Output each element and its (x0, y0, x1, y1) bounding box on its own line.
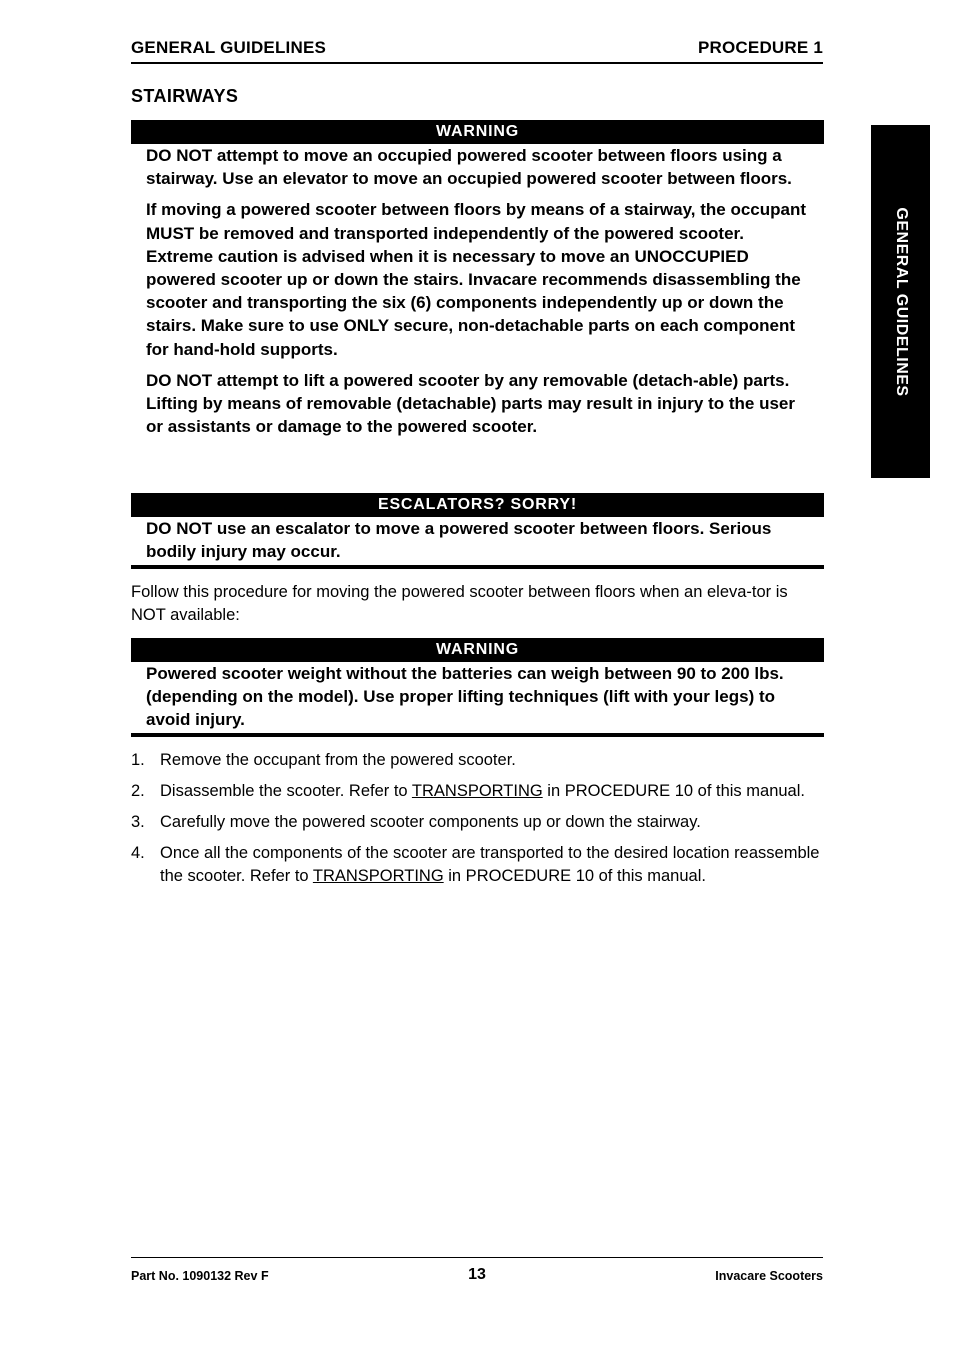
warning-paragraph: DO NOT attempt to lift a powered scooter by any removable (detach-able) parts. Lifting by means of removable (detachable) parts may result in injury to the user or assistants or damage to the powered scooter. (146, 370, 795, 437)
header-procedure-label: PROCEDURE 1 (697, 38, 823, 57)
section-title: STAIRWAYS (131, 86, 239, 106)
escalator-warning-text: DO NOT use an escalator to move a powered scooter between floors. Serious bodily injury may occur. (146, 519, 772, 562)
warning-box-weight (131, 638, 824, 732)
part-number: Part No. 1090132 Rev F (131, 1269, 269, 1283)
step-number: 3. (131, 813, 145, 831)
step-item (131, 842, 821, 888)
page-number: 13 (468, 1266, 486, 1283)
step-number: 1. (131, 751, 145, 769)
step-item (131, 749, 821, 772)
brand-name: Invacare Scooters (715, 1269, 823, 1283)
warning-box-stairways (131, 120, 824, 438)
side-tab-label: GENERAL GUIDELINES (892, 206, 910, 397)
step-item (131, 811, 821, 834)
step-text: Disassemble the scooter. Refer to (160, 782, 412, 800)
transporting-link[interactable]: TRANSPORTING (312, 867, 444, 885)
step-number: 2. (131, 782, 145, 800)
step-number: 4. (131, 844, 145, 862)
warning-weight-text: Powered scooter weight without the batteries can weigh between 90 to 200 lbs. (depending on the model). Use proper lifting techniques (lift with your legs) to avoid injury. (146, 664, 784, 730)
divider-rule (131, 565, 824, 569)
step-text: in PROCEDURE 10 of this manual. (443, 867, 706, 885)
divider-rule (131, 733, 824, 737)
step-text: Once all the components of the scooter are transported to the desired location reassemble the scooter. Refer to (160, 844, 820, 885)
side-tab (871, 125, 930, 478)
warning-title: WARNING (131, 638, 824, 662)
escalator-warning-title: ESCALATORS? SORRY! (131, 493, 824, 517)
transporting-link[interactable]: TRANSPORTING (411, 782, 543, 800)
warning-paragraph: If moving a powered scooter between floors by means of a stairway, the occupant MUST be removed and transported independently of the powered scooter. Extreme caution is advised when it is necessary to move an UNOCCUPIED powered scooter up or down the stairs. Invacare recommends disassembling the scooter and transporting the six (6) components independently up or down the stairs. Make sure to use ONLY secure, non-detachable parts on each component for hand-hold supports. (146, 200, 807, 359)
warning-title: WARNING (131, 120, 824, 144)
procedure-steps (131, 749, 821, 896)
step-item (131, 780, 821, 803)
escalator-warning-box (131, 493, 824, 563)
step-text: Remove the occupant from the powered scooter. (160, 751, 516, 769)
header-section-label: GENERAL GUIDELINES (131, 38, 327, 57)
step-text: Carefully move the powered scooter components up or down the stairway. (160, 813, 701, 831)
page-header (131, 36, 823, 64)
footer-rule (131, 1257, 823, 1258)
warning-paragraph: DO NOT attempt to move an occupied powered scooter between floors using a stairway. Use an elevator to move an occupied powered scooter between floors. (146, 146, 792, 189)
intro-paragraph: Follow this procedure for moving the powered scooter between floors when an eleva-tor is NOT available: (131, 583, 788, 624)
step-text: in PROCEDURE 10 of this manual. (542, 782, 805, 800)
page-footer (131, 1266, 823, 1288)
